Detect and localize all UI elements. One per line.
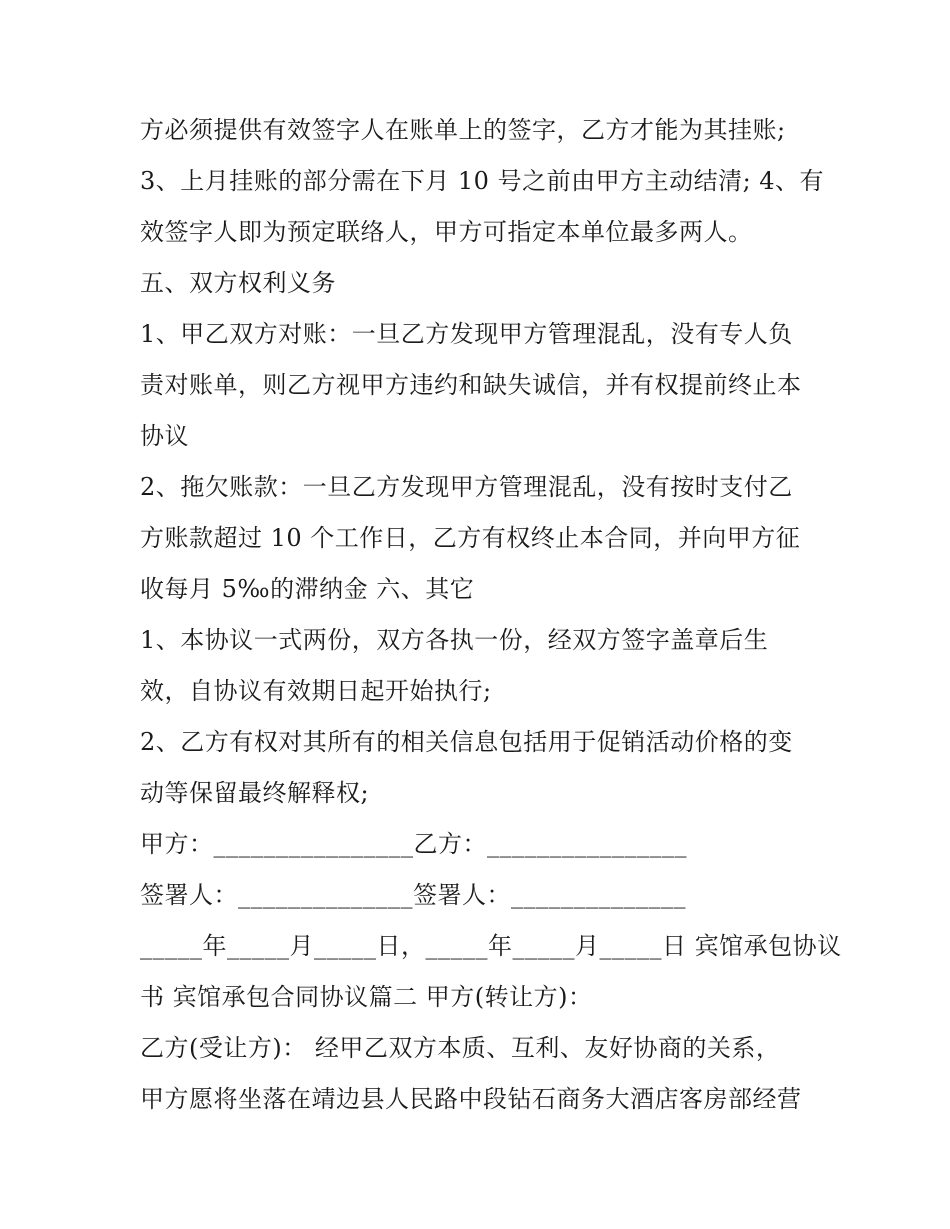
text-line: 收每月 5‰的滞纳金 六、其它 — [140, 575, 475, 603]
text-line: 效，自协议有效期日起开始执行; — [140, 677, 492, 705]
text-line: 方必须提供有效签字人在账单上的签字，乙方才能为其挂账; — [140, 116, 786, 144]
text-line: 2、乙方有权对其所有的相关信息包括用于促销活动价格的变 — [140, 728, 793, 756]
text-line: 责对账单，则乙方视甲方违约和缺失诚信，并有权提前终止本 — [140, 371, 802, 399]
text-line: 效签字人即为预定联络人，甲方可指定本单位最多两人。 — [140, 218, 753, 246]
text-line: 乙方(受让方)： 经甲乙双方本质、互利、友好协商的关系， — [140, 1034, 781, 1062]
text-line: 方账款超过 10 个工作日，乙方有权终止本合同，并向甲方征 — [140, 524, 801, 552]
signature-party-line: 甲方：________________乙方：________________ — [140, 830, 687, 858]
text-line: 协议 — [140, 422, 189, 450]
text-line: 1、本协议一式两份，双方各执一份，经双方签字盖章后生 — [140, 626, 769, 654]
text-line: 书 宾馆承包合同协议篇二 甲方(转让方)： — [140, 983, 593, 1011]
text-line: 2、拖欠账款：一旦乙方发现甲方管理混乱，没有按时支付乙 — [140, 473, 793, 501]
date-line: _____年_____月_____日，_____年_____月_____日 宾馆承包协议 — [140, 932, 842, 960]
text-line: 1、甲乙双方对账：一旦乙方发现甲方管理混乱，没有专人负 — [140, 320, 793, 348]
section-heading: 五、双方权利义务 — [140, 269, 336, 297]
text-line: 甲方愿将坐落在靖边县人民路中段钻石商务大酒店客房部经营 — [140, 1085, 802, 1113]
text-line: 3、上月挂账的部分需在下月 10 号之前由甲方主动结清; 4、有 — [140, 167, 825, 195]
text-line: 动等保留最终解释权; — [140, 779, 370, 807]
signatory-line: 签署人：______________签署人：______________ — [140, 881, 686, 909]
